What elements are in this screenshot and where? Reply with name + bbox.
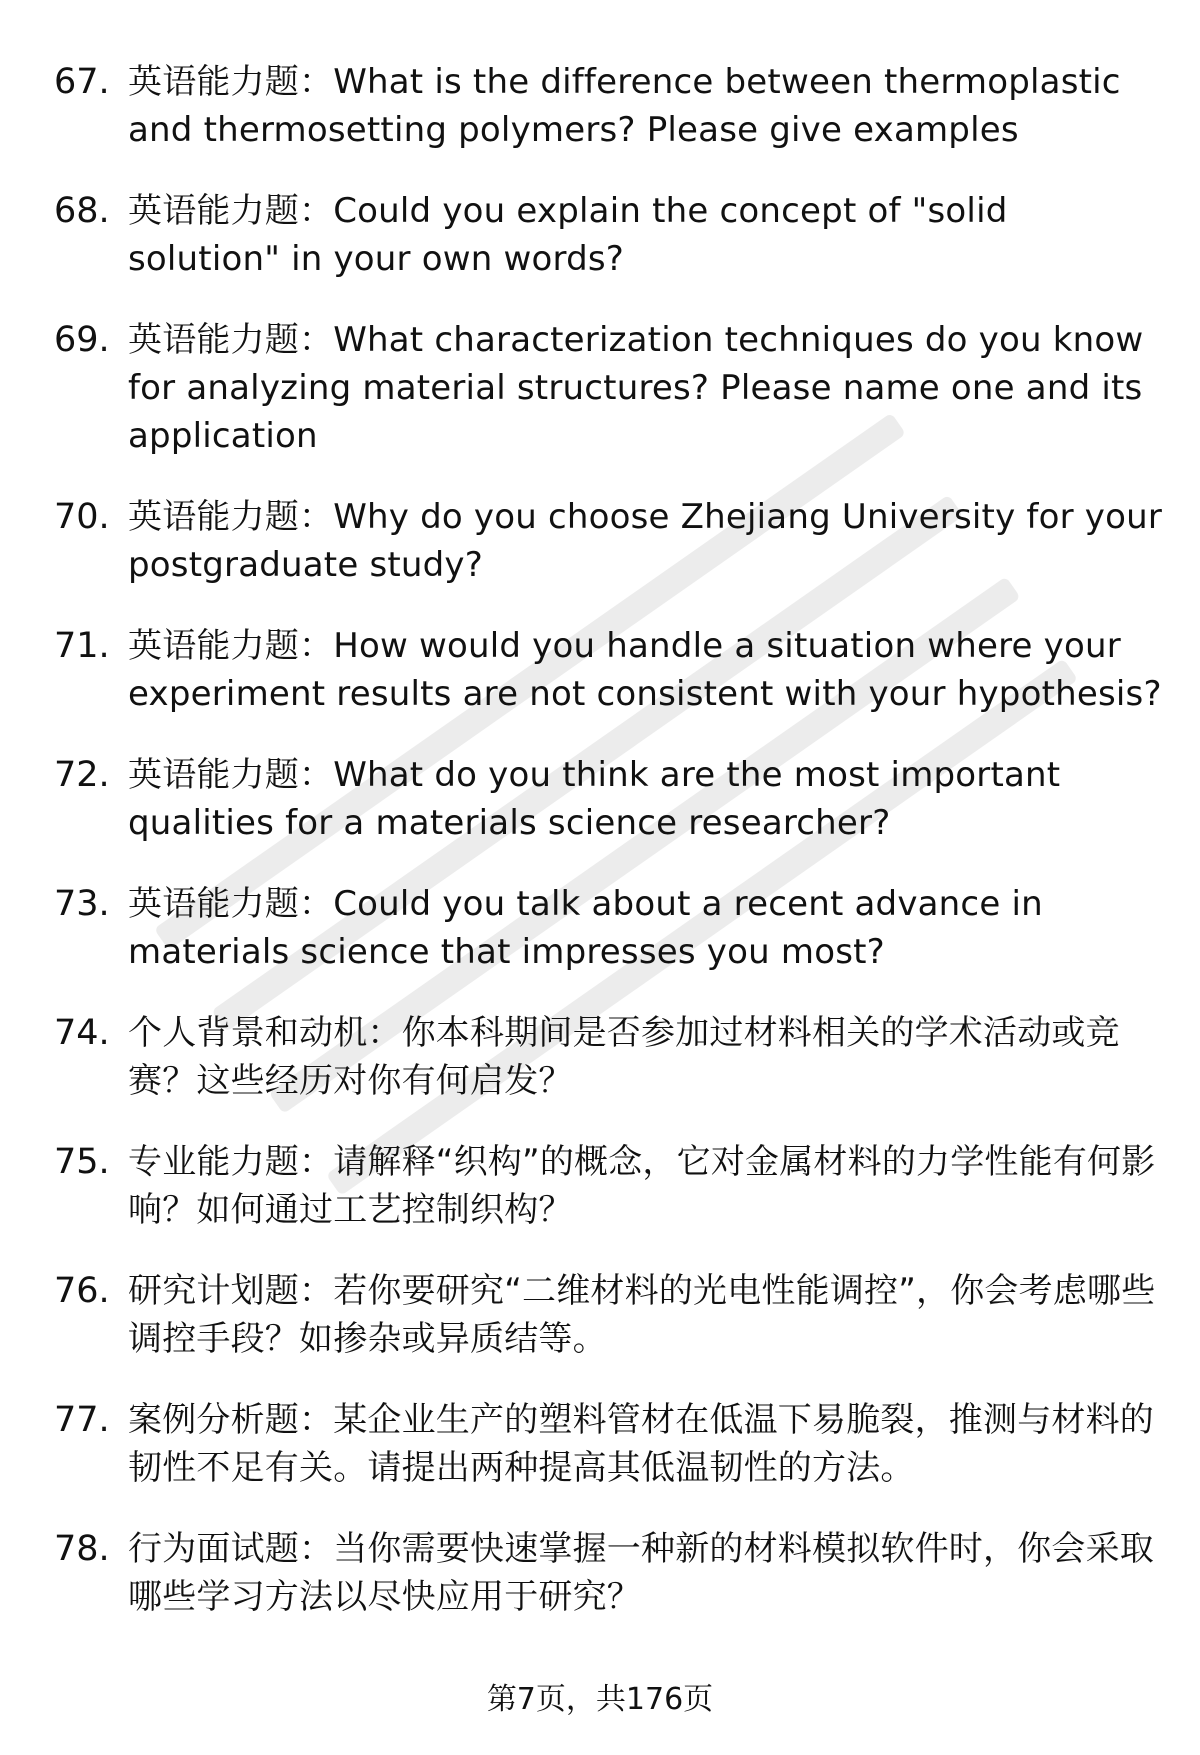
question-text: 个人背景和动机：你本科期间是否参加过材料相关的学术活动或竞赛？这些经历对你有何启发？ bbox=[128, 1013, 1120, 1101]
question-text: 专业能力题：请解释“织构”的概念，它对金属材料的力学性能有何影响？如何通过工艺控制织构？ bbox=[128, 1142, 1156, 1230]
question-number: 70. bbox=[54, 497, 110, 537]
question-item-69 bbox=[54, 316, 1164, 460]
question-text: 英语能力题：What do you think are the most important qualities for a materials science researcher? bbox=[128, 755, 1061, 843]
question-number: 78. bbox=[54, 1529, 110, 1569]
question-number: 71. bbox=[54, 626, 110, 666]
question-item-75 bbox=[54, 1138, 1164, 1234]
question-item-76 bbox=[54, 1267, 1164, 1363]
question-text: 案例分析题：某企业生产的塑料管材在低温下易脆裂，推测与材料的韧性不足有关。请提出两种提高其低温韧性的方法。 bbox=[128, 1400, 1154, 1488]
question-item-67 bbox=[54, 58, 1164, 154]
question-item-68 bbox=[54, 187, 1164, 283]
question-item-72 bbox=[54, 751, 1164, 847]
page-footer bbox=[0, 1680, 1200, 1720]
question-item-70 bbox=[54, 493, 1164, 589]
question-text: 英语能力题：Could you explain the concept of "solid solution" in your own words? bbox=[128, 191, 1008, 279]
question-number: 69. bbox=[54, 320, 110, 360]
question-item-78 bbox=[54, 1525, 1164, 1621]
question-number: 76. bbox=[54, 1271, 110, 1311]
question-item-77 bbox=[54, 1396, 1164, 1492]
question-number: 75. bbox=[54, 1142, 110, 1182]
question-number: 72. bbox=[54, 755, 110, 795]
question-text: 英语能力题：What characterization techniques do you know for analyzing material structures? Please name one and its application bbox=[128, 320, 1144, 456]
question-number: 68. bbox=[54, 191, 110, 231]
question-number: 77. bbox=[54, 1400, 110, 1440]
question-text: 英语能力题：Why do you choose Zhejiang University for your postgraduate study? bbox=[128, 497, 1163, 585]
question-text: 英语能力题：What is the difference between thermoplastic and thermosetting polymers? Please give examples bbox=[128, 62, 1121, 150]
question-item-74 bbox=[54, 1009, 1164, 1105]
question-list bbox=[54, 58, 1164, 1654]
question-number: 67. bbox=[54, 62, 110, 102]
question-text: 英语能力题：Could you talk about a recent advance in materials science that impresses you most? bbox=[128, 884, 1043, 972]
question-number: 74. bbox=[54, 1013, 110, 1053]
question-text: 研究计划题：若你要研究“二维材料的光电性能调控”，你会考虑哪些调控手段？如掺杂或异质结等。 bbox=[128, 1271, 1156, 1359]
question-text: 行为面试题：当你需要快速掌握一种新的材料模拟软件时，你会采取哪些学习方法以尽快应用于研究？ bbox=[128, 1529, 1154, 1617]
question-item-73 bbox=[54, 880, 1164, 976]
question-number: 73. bbox=[54, 884, 110, 924]
question-text: 英语能力题：How would you handle a situation where your experiment results are not consistent with your hypothesis? bbox=[128, 626, 1162, 714]
page-number-label: 第7页，共176页 bbox=[486, 1682, 714, 1717]
question-item-71 bbox=[54, 622, 1164, 718]
